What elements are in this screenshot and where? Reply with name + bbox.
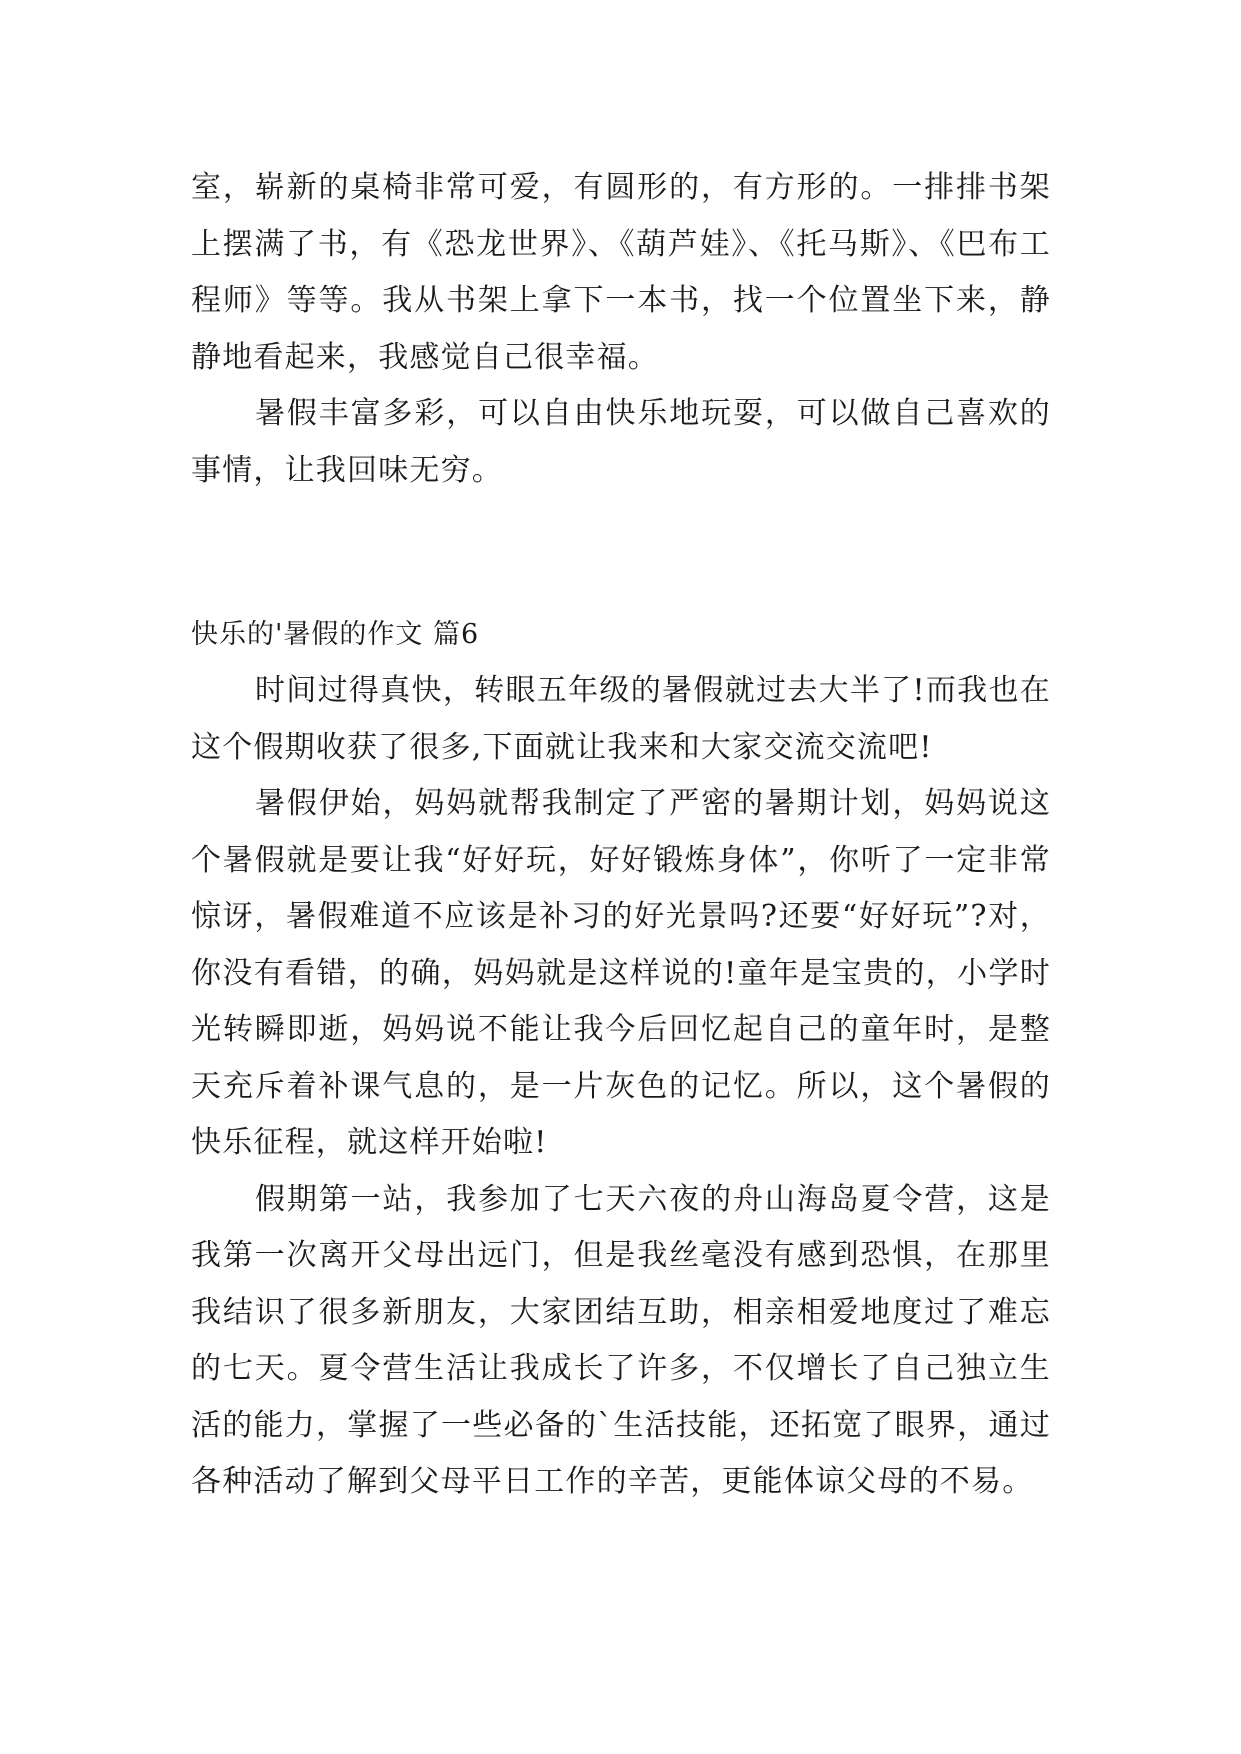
section-heading: 快乐的'暑假的作文 篇6 [191,619,480,650]
paragraph-summary: 暑假丰富多彩，可以自由快乐地玩耍，可以做自己喜欢的事情，让我回味无穷。 [191,396,1051,488]
paragraph-intro: 时间过得真快，转眼五年级的暑假就过去大半了!而我也在这个假期收获了很多,下面就让我来和大家交流交流吧! [191,673,1051,765]
paragraph-plan: 暑假伊始，妈妈就帮我制定了严密的暑期计划，妈妈说这个暑假就是要让我“好好玩，好好锻炼身体”，你听了一定非常惊讶，暑假难道不应该是补习的好光景吗?还要“好好玩”?对，你没有看错，的确，妈妈就是这样说的!童年是宝贵的，小学时光转瞬即逝，妈妈说不能让我今后回忆起自己的童年时，是整天充斥着补课气息的，是一片灰色的记忆。所以，这个暑假的快乐征程，就这样开始啦! [191,786,1051,1160]
document-page [191,160,1051,1511]
paragraph-summer-camp: 假期第一站，我参加了七天六夜的舟山海岛夏令营，这是我第一次离开父母出远门，但是我丝毫没有感到恐惧，在那里我结识了很多新朋友，大家团结互助，相亲相爱地度过了难忘的七天。夏令营生活让我成长了许多，不仅增长了自己独立生活的能力，掌握了一些必备的`生活技能，还拓宽了眼界，通过各种活动了解到父母平日工作的辛苦，更能体谅父母的不易。 [191,1181,1051,1499]
paragraph-library: 室，崭新的桌椅非常可爱，有圆形的，有方形的。一排排书架上摆满了书，有《恐龙世界》、《葫芦娃》、《托马斯》、《巴布工程师》等等。我从书架上拿下一本书，找一个位置坐下来，静静地看起来，我感觉自己很幸福。 [191,170,1051,375]
